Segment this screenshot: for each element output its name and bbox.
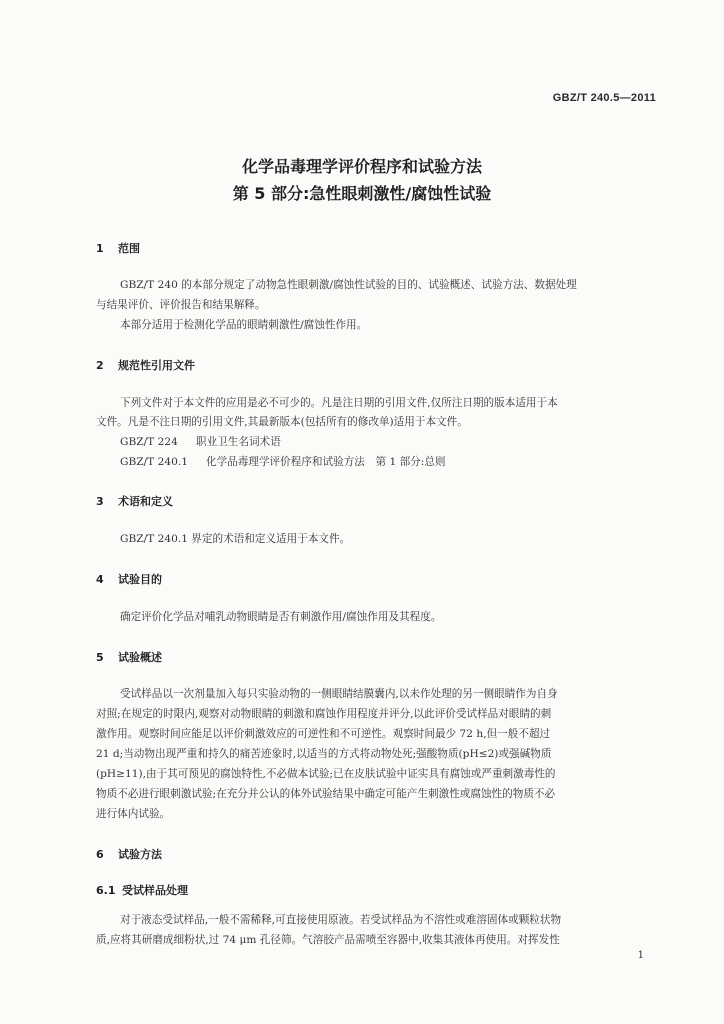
subsection-title: 受试样品处理 (122, 884, 188, 897)
section-5-heading (96, 649, 162, 665)
page-number: 1 (637, 950, 644, 961)
paragraph-line: 21 d;当动物出现严重和持久的痛苦迹象时,以适当的方式将动物处死;强酸物质(pH≤2)或强碱物质 (96, 748, 552, 760)
paragraph-line: 物质不必进行眼刺激试验;在充分并公认的体外试验结果中确定可能产生刺激性或腐蚀性的物质不必 (96, 788, 556, 800)
paragraph-line: GBZ/T 240.1 界定的术语和定义适用于本文件。 (120, 533, 351, 545)
section-title: 试验概述 (118, 651, 162, 664)
paragraph-line: 进行体内试验。 (96, 808, 171, 820)
paragraph-line: 对于液态受试样品,一般不需稀释,可直接使用原液。若受试样品为不溶性或难溶固体或颗粒状物 (120, 914, 562, 926)
paragraph-line: 激作用。观察时间应能足以评价刺激效应的可逆性和不可逆性。观察时间最少 72 h,但一般不超过 (96, 728, 551, 740)
reference-item (120, 434, 281, 449)
section-number: 6 (96, 848, 104, 861)
reference-code: GBZ/T 240.1 (120, 456, 188, 468)
reference-code: GBZ/T 224 (120, 436, 178, 448)
section-4-heading (96, 571, 162, 587)
section-number: 4 (96, 573, 104, 586)
paragraph-line: 质,应将其研磨成细粉状,过 74 μm 孔径筛。气溶胶产品需喷至容器中,收集其液体再使用。对挥发性 (96, 934, 560, 946)
section-number: 1 (96, 242, 104, 255)
section-number: 5 (96, 651, 104, 664)
reference-item (120, 454, 446, 469)
section-6-heading (96, 846, 162, 862)
paragraph-line: 对照;在规定的时限内,观察对动物眼睛的刺激和腐蚀作用程度并评分,以此评价受试样品对眼睛的刺 (96, 708, 552, 720)
section-2-heading (96, 357, 195, 373)
paragraph-line: 受试样品以一次剂量加入每只实验动物的一侧眼睛结膜囊内,以未作处理的另一侧眼睛作为自身 (120, 688, 558, 700)
paragraph-line: 文件。凡是不注日期的引用文件,其最新版本(包括所有的修改单)适用于本文件。 (96, 416, 468, 428)
subsection-number: 6.1 (96, 884, 116, 897)
paragraph-line: 确定评价化学品对哺乳动物眼睛是否有刺激作用/腐蚀作用及其程度。 (120, 611, 442, 623)
section-title: 试验目的 (118, 573, 162, 586)
paragraph-line: 与结果评价、评价报告和结果解释。 (96, 299, 266, 311)
section-title: 试验方法 (118, 848, 162, 861)
reference-title: 职业卫生名词术语 (196, 436, 281, 448)
section-number: 2 (96, 359, 104, 372)
section-title: 范围 (118, 242, 140, 255)
reference-title: 化学品毒理学评价程序和试验方法 第 1 部分:总则 (206, 456, 446, 468)
paragraph-line: GBZ/T 240 的本部分规定了动物急性眼刺激/腐蚀性试验的目的、试验概述、试验方法、数据处理 (120, 279, 577, 291)
section-number: 3 (96, 495, 104, 508)
document-title-line1: 化学品毒理学评价程序和试验方法 (241, 157, 482, 176)
paragraph-line: 下列文件对于本文件的应用是必不可少的。凡是注日期的引用文件,仅所注日期的版本适用于本 (120, 397, 558, 409)
subsection-6-1-heading (96, 882, 188, 898)
paragraph-line: 本部分适用于检测化学品的眼睛刺激性/腐蚀性作用。 (120, 319, 368, 331)
section-title: 规范性引用文件 (118, 359, 195, 372)
document-title-line2: 第 5 部分:急性眼刺激性/腐蚀性试验 (232, 184, 492, 203)
section-title: 术语和定义 (118, 495, 173, 508)
section-1-heading (96, 240, 140, 256)
section-3-heading (96, 493, 173, 509)
paragraph-line: (pH≥11),由于其可预见的腐蚀特性,不必做本试验;已在皮肤试验中证实具有腐蚀或严重刺激毒性的 (96, 768, 556, 780)
standard-code: GBZ/T 240.5—2011 (552, 92, 656, 104)
